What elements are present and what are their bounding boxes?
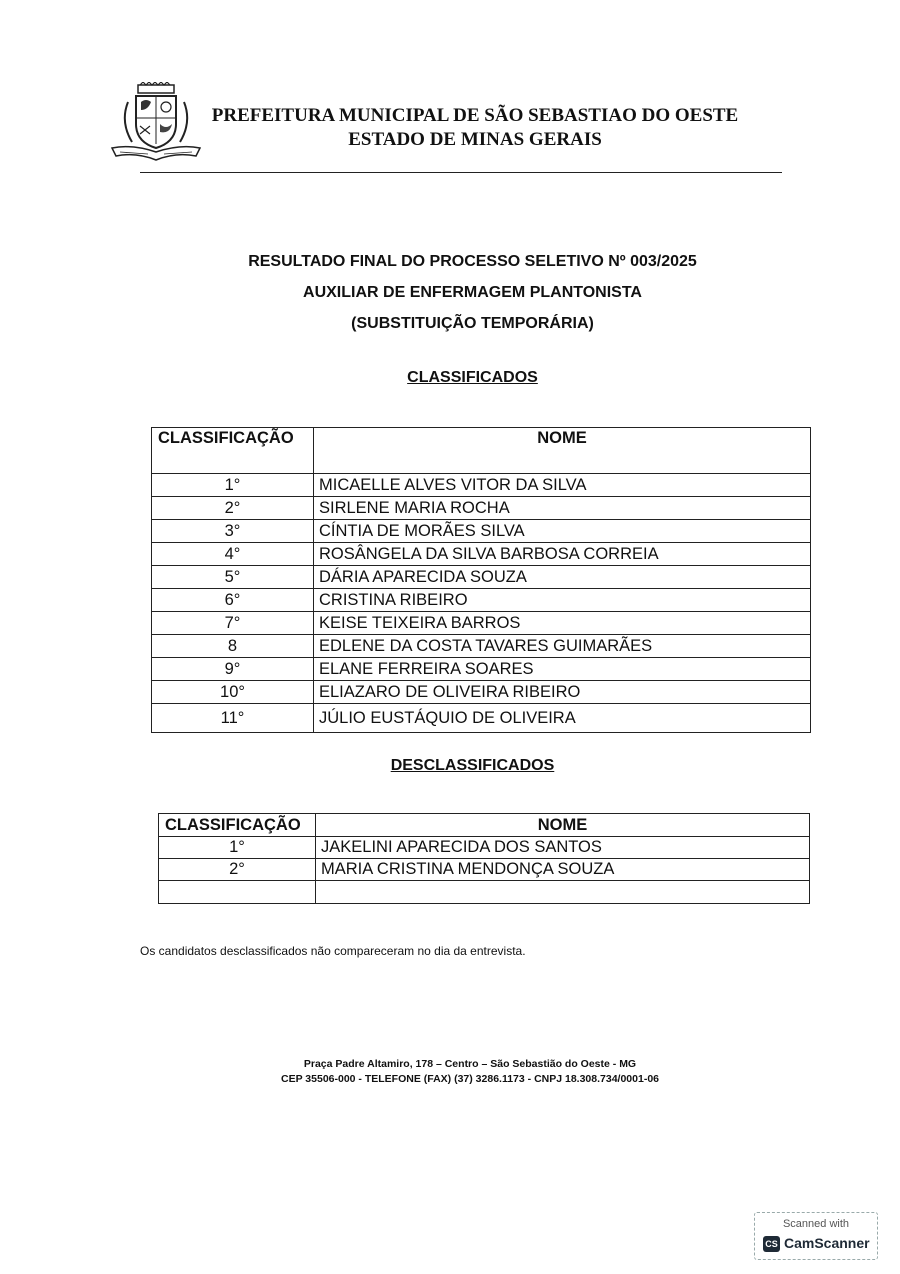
table-row: [159, 859, 810, 881]
rank-cell: 4°: [152, 543, 314, 566]
table-row: [152, 681, 811, 704]
name-cell: CÍNTIA DE MORÃES SILVA: [314, 520, 811, 543]
address-footer: [200, 1057, 740, 1087]
document-title: [100, 246, 845, 339]
camscanner-logo-icon: CS: [763, 1236, 780, 1252]
rank-cell: 1°: [159, 837, 316, 859]
municipality-header: [180, 104, 770, 152]
scanned-with-label: Scanned with: [782, 1218, 850, 1230]
table-row: [152, 520, 811, 543]
desclassificados-table: [158, 813, 810, 904]
title-line-3: (SUBSTITUIÇÃO TEMPORÁRIA): [351, 315, 594, 332]
desclassificados-title: DESCLASSIFICADOS: [390, 757, 555, 774]
table-row: [152, 589, 811, 612]
header-line-2: ESTADO DE MINAS GERAIS: [348, 129, 602, 150]
table-row: [152, 635, 811, 658]
rank-cell: 10°: [152, 681, 314, 704]
footer-contact-line: CEP 35506-000 - TELEFONE (FAX) (37) 3286.1173 - CNPJ 18.308.734/0001-06: [280, 1073, 659, 1085]
table-row: [159, 881, 810, 904]
table-row: [159, 837, 810, 859]
title-line-1: RESULTADO FINAL DO PROCESSO SELETIVO Nº 003/2025: [248, 253, 697, 270]
rank-cell: 3°: [152, 520, 314, 543]
name-cell: JÚLIO EUSTÁQUIO DE OLIVEIRA: [314, 704, 811, 733]
rank-cell: 5°: [152, 566, 314, 589]
camscanner-badge: [754, 1212, 878, 1260]
column-header-classificacao: CLASSIFICAÇÃO: [159, 814, 316, 837]
classificados-table: [151, 427, 811, 733]
disqualification-note: Os candidatos desclassificados não compareceram no dia da entrevista.: [140, 944, 526, 958]
table-row: [152, 543, 811, 566]
header-divider: [140, 172, 782, 173]
name-cell: CRISTINA RIBEIRO: [314, 589, 811, 612]
title-line-2: AUXILIAR DE ENFERMAGEM PLANTONISTA: [303, 284, 642, 301]
table-header-row: [159, 814, 810, 837]
rank-cell: 9°: [152, 658, 314, 681]
rank-cell: 7°: [152, 612, 314, 635]
rank-cell: 6°: [152, 589, 314, 612]
table-row: [152, 612, 811, 635]
rank-cell: 11°: [152, 704, 314, 733]
name-cell: ROSÂNGELA DA SILVA BARBOSA CORREIA: [314, 543, 811, 566]
rank-cell: 8: [152, 635, 314, 658]
classificados-title: CLASSIFICADOS: [407, 369, 538, 386]
name-cell: EDLENE DA COSTA TAVARES GUIMARÃES: [314, 635, 811, 658]
column-header-nome: NOME: [314, 428, 811, 474]
table-header-row: [152, 428, 811, 474]
name-cell: MICAELLE ALVES VITOR DA SILVA: [314, 474, 811, 497]
table-row: [152, 704, 811, 733]
table-row: [152, 566, 811, 589]
name-cell: ELANE FERREIRA SOARES: [314, 658, 811, 681]
name-cell: DÁRIA APARECIDA SOUZA: [314, 566, 811, 589]
name-cell: MARIA CRISTINA MENDONÇA SOUZA: [316, 859, 810, 881]
name-cell: ELIAZARO DE OLIVEIRA RIBEIRO: [314, 681, 811, 704]
table-row: [152, 497, 811, 520]
table-row: [152, 658, 811, 681]
name-cell: SIRLENE MARIA ROCHA: [314, 497, 811, 520]
rank-cell: 2°: [159, 859, 316, 881]
column-header-classificacao: CLASSIFICAÇÃO: [152, 428, 314, 474]
footer-address-line: Praça Padre Altamiro, 178 – Centro – São Sebastião do Oeste - MG: [303, 1058, 637, 1070]
column-header-nome: NOME: [316, 814, 810, 837]
name-cell: JAKELINI APARECIDA DOS SANTOS: [316, 837, 810, 859]
table-row: [152, 474, 811, 497]
name-cell: KEISE TEIXEIRA BARROS: [314, 612, 811, 635]
header-line-1: PREFEITURA MUNICIPAL DE SÃO SEBASTIAO DO OESTE: [211, 105, 739, 126]
rank-cell: 1°: [152, 474, 314, 497]
rank-cell: 2°: [152, 497, 314, 520]
name-cell: [316, 881, 810, 904]
rank-cell: [159, 881, 316, 904]
camscanner-name: CamScanner: [784, 1235, 870, 1251]
